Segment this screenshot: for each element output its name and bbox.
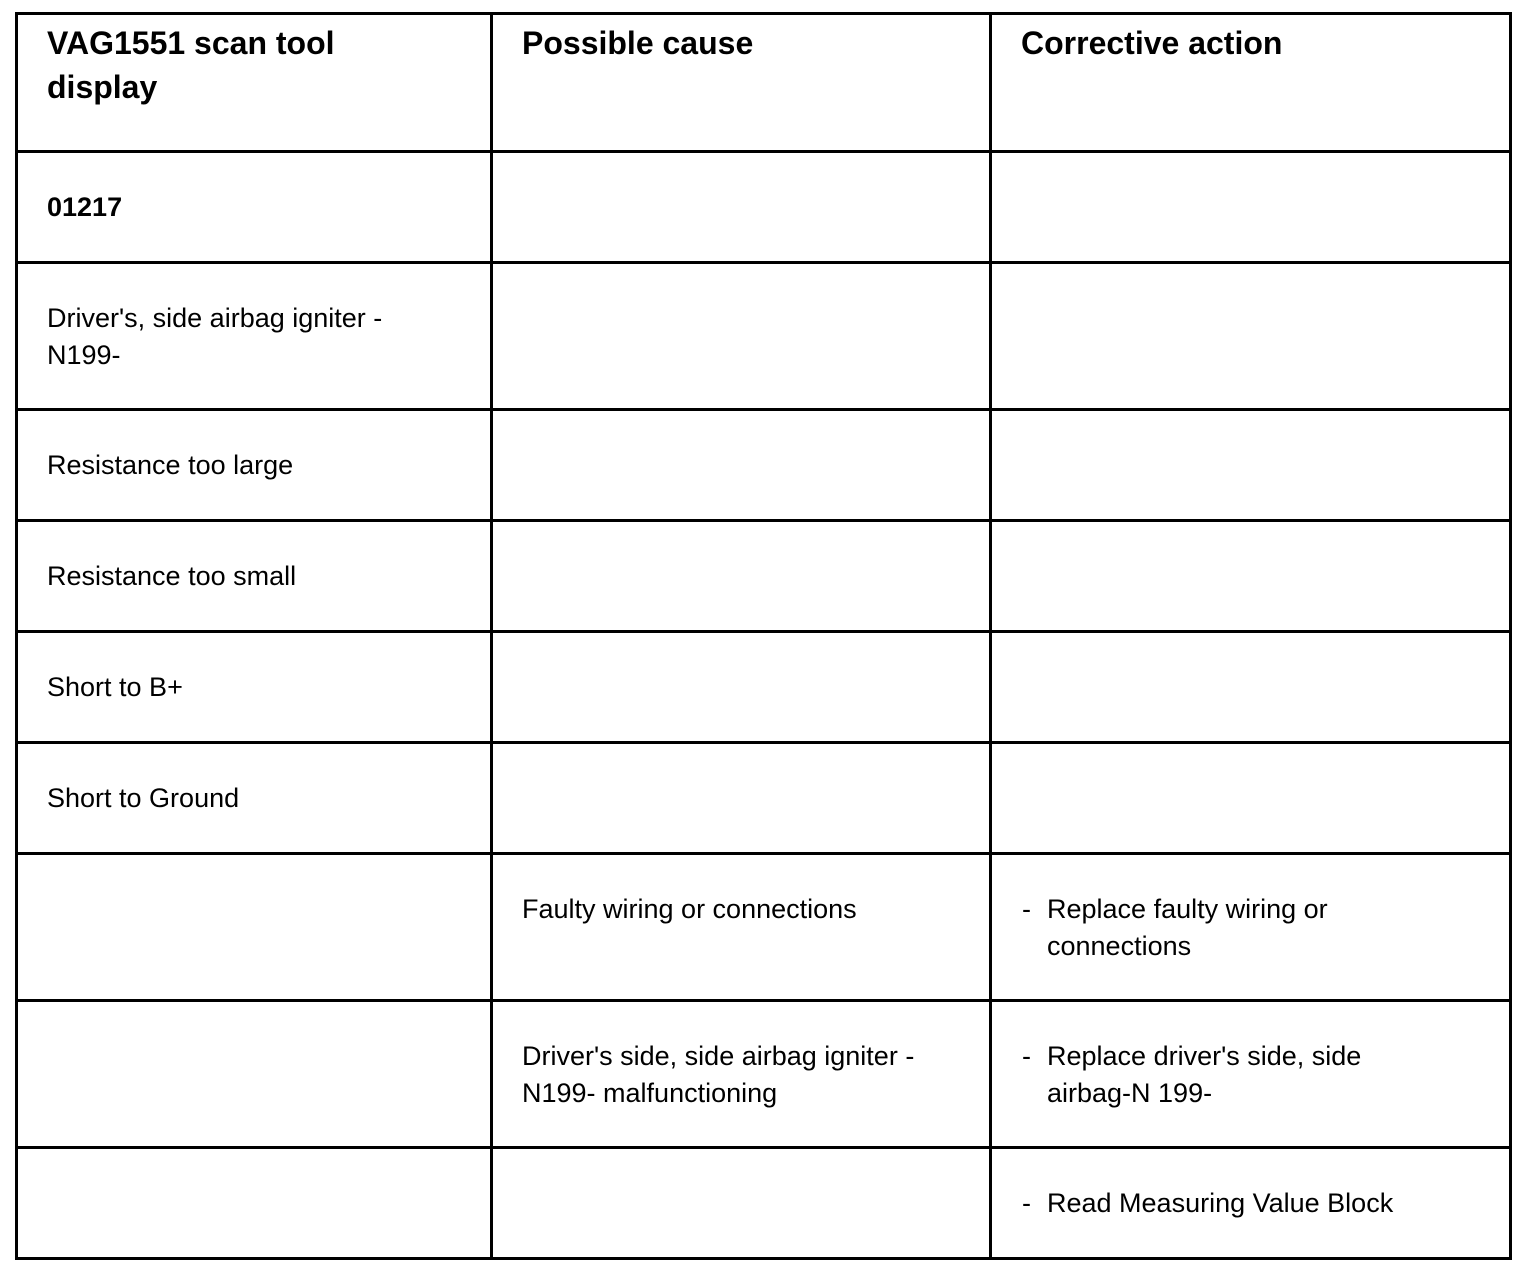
table-row <box>17 263 1511 410</box>
cause-text <box>493 522 989 558</box>
action-item <box>992 855 1509 965</box>
display-cell <box>17 152 492 263</box>
cause-cell <box>492 263 991 410</box>
display-text <box>18 1149 490 1185</box>
fault-type: Short to Ground <box>47 783 240 813</box>
table-row <box>17 632 1511 743</box>
action-text: Replace driver's side, side airbag-N 199- <box>1047 1041 1362 1108</box>
header-cause: Possible cause <box>522 25 754 61</box>
display-cell <box>17 743 492 854</box>
action-text <box>992 264 1509 300</box>
cause-cell <box>492 152 991 263</box>
action-cell <box>991 263 1511 410</box>
action-text <box>992 744 1509 780</box>
display-cell <box>17 263 492 410</box>
bullet-dash: - <box>1022 1188 1031 1218</box>
action-cell <box>991 521 1511 632</box>
cause-cell <box>492 632 991 743</box>
cause-text <box>493 744 989 780</box>
table-row <box>17 854 1511 1001</box>
header-display: VAG1551 scan tool display <box>47 25 335 105</box>
table-row <box>17 521 1511 632</box>
bullet-dash: - <box>1022 894 1031 924</box>
bullet-dash: - <box>1022 1041 1031 1071</box>
cause-cell <box>492 854 991 1001</box>
action-bullet <box>1022 1038 1407 1112</box>
action-bullet <box>1022 1185 1489 1222</box>
cause-text <box>493 411 989 447</box>
action-cell <box>991 152 1511 263</box>
header-cell-display <box>17 14 492 152</box>
cause-cell <box>492 410 991 521</box>
action-cell <box>991 743 1511 854</box>
header-action: Corrective action <box>1021 25 1283 61</box>
diagnostic-table <box>15 12 1512 1260</box>
display-cell <box>17 410 492 521</box>
fault-type: Resistance too small <box>47 561 297 591</box>
cause-text <box>493 1149 989 1185</box>
header-cell-action <box>991 14 1511 152</box>
action-cell <box>991 410 1511 521</box>
fault-type: Short to B+ <box>47 672 183 702</box>
action-cell <box>991 1148 1511 1259</box>
cause-text: Faulty wiring or connections <box>522 894 857 924</box>
display-cell <box>17 632 492 743</box>
action-text: Replace faulty wiring or connections <box>1047 894 1328 961</box>
display-text <box>18 1002 490 1038</box>
cause-cell <box>492 521 991 632</box>
display-cell <box>17 521 492 632</box>
fault-code: 01217 <box>47 192 123 222</box>
table-row <box>17 1001 1511 1148</box>
action-text <box>992 411 1509 447</box>
action-text <box>992 633 1509 669</box>
cause-text <box>493 633 989 669</box>
action-item <box>992 1002 1509 1112</box>
action-text: Read Measuring Value Block <box>1047 1188 1394 1218</box>
table-row <box>17 152 1511 263</box>
action-cell <box>991 854 1511 1001</box>
action-cell <box>991 632 1511 743</box>
fault-type: Resistance too large <box>47 450 294 480</box>
cause-text <box>493 153 989 189</box>
cause-cell <box>492 743 991 854</box>
cause-cell <box>492 1001 991 1148</box>
header-row <box>17 14 1511 152</box>
cause-cell <box>492 1148 991 1259</box>
cause-text: Driver's side, side airbag igniter -N199- malfunctioning <box>522 1041 915 1108</box>
table-row <box>17 743 1511 854</box>
display-text <box>18 855 490 891</box>
action-cell <box>991 1001 1511 1148</box>
action-bullet <box>1022 891 1387 965</box>
display-cell <box>17 854 492 1001</box>
action-text <box>992 522 1509 558</box>
component-name: Driver's, side airbag igniter -N199- <box>47 303 383 370</box>
action-item <box>992 1149 1509 1222</box>
header-cell-cause <box>492 14 991 152</box>
table-row <box>17 1148 1511 1259</box>
display-cell <box>17 1001 492 1148</box>
action-text <box>992 153 1509 189</box>
cause-text <box>493 264 989 300</box>
table-row <box>17 410 1511 521</box>
display-cell <box>17 1148 492 1259</box>
